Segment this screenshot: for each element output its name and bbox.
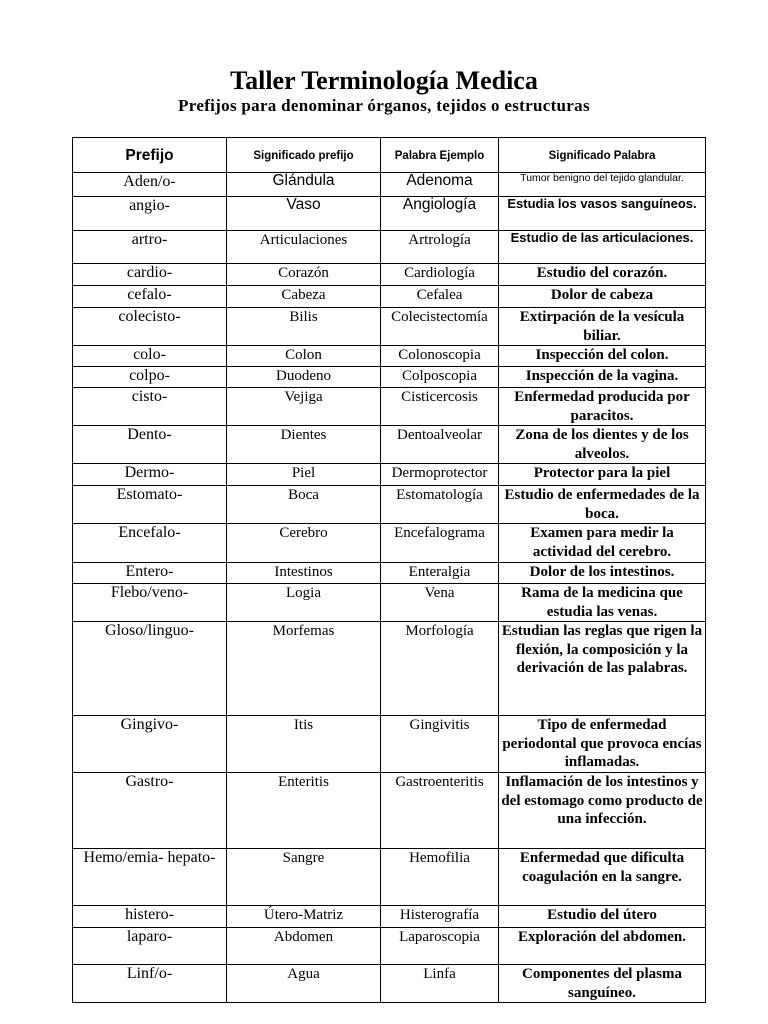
table-row: [73, 286, 706, 308]
cell-palabra: Adenoma: [381, 173, 499, 197]
cell-significado: Sangre: [227, 849, 381, 906]
cell-palabra: Cisticercosis: [381, 388, 499, 426]
cell-significado: Agua: [227, 965, 381, 1003]
table-row: [73, 849, 706, 906]
cell-significado: Articulaciones: [227, 231, 381, 264]
cell-palabra: Artrología: [381, 231, 499, 264]
cell-definicion: Enfermedad que dificulta coagulación en la sangre.: [499, 849, 706, 906]
cell-prefijo: Aden/o-: [73, 173, 227, 197]
cell-significado: Boca: [227, 486, 381, 524]
cell-prefijo: colecisto-: [73, 308, 227, 346]
cell-palabra: Gingivitis: [381, 716, 499, 773]
cell-prefijo: angio-: [73, 197, 227, 231]
header-palabra-ejemplo: Palabra Ejemplo: [381, 138, 499, 173]
cell-significado: Abdomen: [227, 928, 381, 965]
prefix-table: [72, 137, 706, 1003]
cell-prefijo: Encefalo-: [73, 524, 227, 563]
table-row: [73, 622, 706, 716]
cell-significado: Dientes: [227, 426, 381, 464]
cell-definicion: Zona de los dientes y de los alveolos.: [499, 426, 706, 464]
cell-palabra: Histerografía: [381, 906, 499, 928]
cell-prefijo: Entero-: [73, 563, 227, 584]
cell-definicion: Dolor de los intestinos.: [499, 563, 706, 584]
cell-palabra: Cardiología: [381, 264, 499, 286]
cell-definicion: Tipo de enfermedad periodontal que provoca encías inflamadas.: [499, 716, 706, 773]
cell-significado: Vejiga: [227, 388, 381, 426]
cell-definicion: Examen para medir la actividad del cerebro.: [499, 524, 706, 563]
page-subtitle: Prefijos para denominar órganos, tejidos o estructuras: [178, 96, 590, 115]
table-row: [73, 486, 706, 524]
cell-palabra: Enteralgia: [381, 563, 499, 584]
cell-significado: Piel: [227, 464, 381, 486]
cell-prefijo: colo-: [73, 346, 227, 367]
cell-significado: Morfemas: [227, 622, 381, 716]
table-row: [73, 173, 706, 197]
table-row: [73, 308, 706, 346]
cell-definicion: Extirpación de la vesícula biliar.: [499, 308, 706, 346]
cell-definicion: Estudio de enfermedades de la boca.: [499, 486, 706, 524]
cell-prefijo: Gloso/linguo-: [73, 622, 227, 716]
cell-significado: Corazón: [227, 264, 381, 286]
table-row: [73, 426, 706, 464]
cell-significado: Enteritis: [227, 773, 381, 849]
cell-prefijo: Dermo-: [73, 464, 227, 486]
table-row: [73, 388, 706, 426]
cell-palabra: Linfa: [381, 965, 499, 1003]
cell-prefijo: Estomato-: [73, 486, 227, 524]
cell-definicion: Enfermedad producida por paracitos.: [499, 388, 706, 426]
cell-palabra: Hemofilia: [381, 849, 499, 906]
cell-palabra: Angiología: [381, 197, 499, 231]
cell-definicion: Exploración del abdomen.: [499, 928, 706, 965]
cell-definicion: Rama de la medicina que estudia las venas.: [499, 584, 706, 622]
cell-palabra: Colonoscopia: [381, 346, 499, 367]
table-row: [73, 524, 706, 563]
cell-definicion: Estudio de las articulaciones.: [499, 231, 706, 264]
table-row: [73, 928, 706, 965]
cell-prefijo: laparo-: [73, 928, 227, 965]
cell-palabra: Colecistectomía: [381, 308, 499, 346]
cell-significado: Útero-Matriz: [227, 906, 381, 928]
cell-definicion: Dolor de cabeza: [499, 286, 706, 308]
cell-prefijo: Linf/o-: [73, 965, 227, 1003]
cell-definicion: Inspección de la vagina.: [499, 367, 706, 388]
cell-prefijo: colpo-: [73, 367, 227, 388]
cell-palabra: Estomatología: [381, 486, 499, 524]
cell-significado: Cabeza: [227, 286, 381, 308]
table-row: [73, 773, 706, 849]
header-significado-palabra: Significado Palabra: [499, 138, 706, 173]
table-row: [73, 264, 706, 286]
cell-definicion: Estudio del corazón.: [499, 264, 706, 286]
cell-palabra: Laparoscopia: [381, 928, 499, 965]
cell-prefijo: Gingivo-: [73, 716, 227, 773]
cell-significado: Colon: [227, 346, 381, 367]
cell-definicion: Protector para la piel: [499, 464, 706, 486]
cell-significado: Intestinos: [227, 563, 381, 584]
table-row: [73, 231, 706, 264]
cell-definicion: Estudia los vasos sanguíneos.: [499, 197, 706, 231]
cell-definicion: Inspección del colon.: [499, 346, 706, 367]
cell-significado: Vaso: [227, 197, 381, 231]
cell-definicion: Inflamación de los intestinos y del estomago como producto de una infección.: [499, 773, 706, 849]
table-row: [73, 367, 706, 388]
table-header-row: [73, 138, 706, 173]
cell-prefijo: cardio-: [73, 264, 227, 286]
table-row: [73, 197, 706, 231]
cell-significado: Logia: [227, 584, 381, 622]
cell-palabra: Vena: [381, 584, 499, 622]
cell-palabra: Dentoalveolar: [381, 426, 499, 464]
cell-palabra: Morfología: [381, 622, 499, 716]
header-significado-prefijo: Significado prefijo: [227, 138, 381, 173]
cell-palabra: Encefalograma: [381, 524, 499, 563]
cell-prefijo: artro-: [73, 231, 227, 264]
table-row: [73, 716, 706, 773]
cell-palabra: Dermoprotector: [381, 464, 499, 486]
cell-prefijo: Gastro-: [73, 773, 227, 849]
table-row: [73, 563, 706, 584]
cell-definicion: Componentes del plasma sanguíneo.: [499, 965, 706, 1003]
cell-prefijo: Hemo/emia- hepato-: [73, 849, 227, 906]
cell-significado: Glándula: [227, 173, 381, 197]
cell-definicion: Estudian las reglas que rigen la flexión, la composición y la derivación de las palabras.: [499, 622, 706, 716]
page-title: Taller Terminología Medica: [230, 66, 538, 95]
cell-definicion: Tumor benigno del tejido glandular.: [499, 173, 706, 197]
table-row: [73, 464, 706, 486]
cell-prefijo: cisto-: [73, 388, 227, 426]
cell-prefijo: Flebo/veno-: [73, 584, 227, 622]
cell-prefijo: histero-: [73, 906, 227, 928]
cell-palabra: Colposcopia: [381, 367, 499, 388]
table-row: [73, 906, 706, 928]
cell-prefijo: Dento-: [73, 426, 227, 464]
header-prefijo: Prefijo: [73, 138, 227, 173]
cell-definicion: Estudio del útero: [499, 906, 706, 928]
table-row: [73, 346, 706, 367]
cell-palabra: Gastroenteritis: [381, 773, 499, 849]
table-row: [73, 965, 706, 1003]
cell-significado: Cerebro: [227, 524, 381, 563]
cell-significado: Itis: [227, 716, 381, 773]
table-row: [73, 584, 706, 622]
cell-significado: Bilis: [227, 308, 381, 346]
cell-significado: Duodeno: [227, 367, 381, 388]
cell-prefijo: cefalo-: [73, 286, 227, 308]
cell-palabra: Cefalea: [381, 286, 499, 308]
